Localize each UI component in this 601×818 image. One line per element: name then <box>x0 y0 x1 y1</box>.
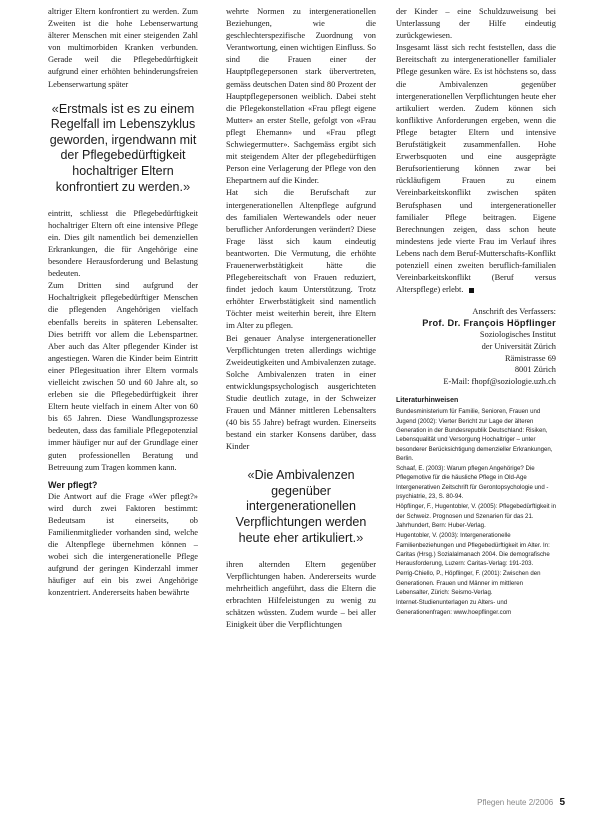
body-paragraph: wehrte Normen zu intergenerationellen Beziehungen, wie die geschlechterspezifische Zuordnung von Verantwortung, einen wichtigen Einfluss. So sind die Frauen einer der Hauptpflegepersonen stark übervertreten, gemäss deutschen Daten sind 80 Prozent der Hauptpflegepersonen weiblich. Dabei steht die Pflegekonstellation «Frau pflegt eigene Mutter» an erster Stelle, gefolgt von «Frau pflegt Ehemann» und «Frau pflegt Schwiegermutter». Sachgemäss ergibt sich mit steigendem Alter der pflegebedürftigen Person eine Verlagerung der Pflege von den Ehepartnern auf die Kinder. <box>226 7 376 186</box>
section-subheading: Wer pflegt? <box>48 479 98 490</box>
page-number: 5 <box>559 797 565 808</box>
column-3 <box>396 6 556 618</box>
address-institute: Soziologisches Institut <box>479 330 556 340</box>
body-paragraph <box>396 42 556 296</box>
body-paragraph-text: Insgesamt lässt sich recht feststellen, dass die Bereitschaft zu intergenerationeller familialer Pflege gesunken wäre. Es ist höchstens so, dass die Ambivalenzen gegenüber intergenerationellen Verpflichtungen heute eher artikuliert werden. Zudem können sich konfliktive Anforderungen ergeben, wenn die Pflege betagter Eltern und intensive Berufstätigkeit zusammenfallen. Hohe Erwerbsquoten und eine ausgeprägte Berufsorientierung können zwar bei rückläufigem Frauen zu einem Vereinbarkeitskonflikt zwischen späten Berufsphasen und intergenerationeller familialer Pflege beitragen. Eigene Berechnungen zeigen, dass schon heute mindestens jede vierte Frau im Verlauf ihres Lebens nach dem Beruf-Mutterschafts-Konflikt potenziell einen zweiten beruflich-familialen Vereinbarkeitskonflikt (Beruf versus Alterspflege) erlebt. <box>396 43 556 295</box>
body-paragraph: Hat sich die Berufschaft zur intergenerationellen Altenpflege aufgrund des familialen Wertewandels oder neuer beruflicher Anforderungen verändert? Diese Frage lässt sich kaum eindeutig beantworten. Die Vermutung, die erhöhte Frauenerwerbstätigkeit hätte die Pflegebereitschaft von Frauen reduziert, findet jedoch kaum Unterstützung. Trotz erhöhter Erwerbstätigkeit sind namentlich Töchter meist weiterhin bereit, ihre Eltern im Alter zu pflegen. <box>226 188 376 331</box>
body-paragraph: der Kinder – eine Schuldzuweisung bei Unterlassung der Hilfe eindeutig zurückgewiesen. <box>396 7 556 41</box>
address-city: 8001 Zürich <box>514 365 556 375</box>
quote-open-icon: « <box>247 467 255 483</box>
literature-item: Bundesministerium für Familie, Senioren, Frauen und Jugend (2002): Vierter Bericht zur Lage der älteren Generation in der Bundesrepublik Deutschland: Risiken, Lebensqualität und Versorgung Hochaltriger – unter besonderer Berücksichtigung demenzieller Erkrankungen, Berlin. <box>396 408 553 462</box>
page-footer <box>477 797 565 808</box>
end-mark-icon <box>469 288 474 293</box>
body-paragraph: Die Antwort auf die Frage «Wer pflegt?» wird durch zwei Faktoren bestimmt: Bedeutsam ist einerseits, ob Familienmitglieder vorhanden sind, welche die Altenpflege übernehmen können – wobei sich die intergenerationelle Pflege aufgrund der geringen Kinderzahl immer häufiger auf ein bis zwei Angehörige konzentriert. Andererseits haben bewährte <box>48 491 198 598</box>
column-1 <box>48 6 198 600</box>
column-2 <box>226 6 376 632</box>
author-name: Prof. Dr. François Höpflinger <box>422 317 556 328</box>
body-paragraph: altriger Eltern konfrontiert zu werden. Zum Zweiten ist die hohe Lebenserwartung älterer Menschen mit einer steigenden Zahl von multimorbiden Kranken verbunden. Gerade weil die Pflegebedürftigkeit aufgrund einer erhöhten behinderungsfreien Lebenserwartung später <box>48 7 198 89</box>
literature-item: Hugentobler, V. (2003): Intergenerationelle Familienbeziehungen und Pflegebedürftigkeit im Alter. In: Caritas (Hrsg.) Sozialalmanach 2004. Die demografische Herausforderung, Luzern: Caritas-Verlag: 191-203. <box>396 532 550 568</box>
address-street: Rämistrasse 69 <box>505 353 556 363</box>
body-paragraph: Bei genauer Analyse intergenerationeller Verpflichtungen treten allerdings wichtige Zweideutigkeiten und Ambivalenzen zutage. Solche Ambivalenzen traten in einer entwicklungspsychologisch ausgerichteten Studie deutlich zutage, in der Schweizer Frauen und Männer mittleren Lebensalters (40 bis 55 Jahre) befragt wurden. Einerseits bestand ein starker Konsens darüber, dass Kinder <box>226 333 376 452</box>
magazine-name: Pflegen heute 2/2006 <box>477 798 554 807</box>
body-paragraph: eintritt, schliesst die Pflegebedürftigkeit hochaltriger Eltern oft eine intensive Pflege ein. Dies gilt namentlich bei demenziellen Erkrankungen, die für Angehörige eine besondere Herausforderung und Belastung bedeuten. <box>48 208 198 279</box>
literature-item: Höpflinger, F., Hugentobler, V. (2005): Pflegebedürftigkeit in der Schweiz. Prognosen und Szenarien für das 21. Jahrhundert, Bern: Huber-Verlag. <box>396 503 557 529</box>
quote-close-icon: » <box>356 530 364 546</box>
quote-open-icon: « <box>51 100 59 116</box>
body-paragraph: ihren alternden Eltern gegenüber Verpflichtungen haben. Andererseits wurde mehrheitlich angeführt, dass die Eltern die erbrachten Hilfeleistungen zu wenig zu schätzen wüssten. Zudem wurde – bei aller Einigkeit über die Verpflichtungen <box>226 559 376 630</box>
pull-quote-text: Die Ambivalenzen gegenüber intergenerationellen Verpflichtungen werden heute eher artikuliert. <box>235 468 367 546</box>
pull-quote <box>48 101 198 196</box>
quote-close-icon: » <box>182 179 191 195</box>
pull-quote <box>226 467 376 547</box>
address-label: Anschrift des Verfassers: <box>472 307 556 317</box>
address-university: der Universität Zürich <box>481 342 556 352</box>
literature-heading: Literaturhinweisen <box>396 397 459 405</box>
author-address <box>396 306 556 387</box>
body-paragraph: Zum Dritten sind aufgrund der Hochaltrigkeit pflegebedürftiger Menschen die pflegenden Angehörigen vielfach ebenfalls bereits in späteren Lebensalter. Dies betrifft vor allem die Lebenspartner. Aber auch das Alter pflegender Kinder ist angestiegen. Waren die Kinder beim Eintritt einer Pflegesituation ihrer Eltern vormals vielleicht zwischen 50 und 60 Jahre alt, so erleben sie die Pflegebedürftigkeit ihrer Eltern heute vielfach in einem Alter von 60 bis 65 Jahren. Diese Wandlungsprozesse bedeuten, dass das familiale Pflegepotenzial immer häufiger nur auf der Grundlage einer guten professionellen Beratung und Betreuung zum Tragen kommen kann. <box>48 281 198 472</box>
pull-quote-text: Erstmals ist es zu einem Regelfall im Lebenszyklus geworden, irgendwann mit der Pflegebedürftigkeit hochaltriger Eltern konfrontiert zu werden. <box>49 101 197 195</box>
literature-item: Perrig-Chiello, P., Höpflinger, F. (2001): Zwischen den Generationen. Frauen und Männer im mittleren Lebensalter, Zürich: Seismo-Verlag. <box>396 570 541 597</box>
literature-list <box>396 397 556 617</box>
literature-item: Internet-Studienunterlagen zu Alters- und Generationenfragen: www.hoepflinger.com <box>396 599 512 616</box>
literature-item: Schaaf, E. (2003): Warum pflegen Angehörige? Die Pflegemotive für die häusliche Pflege in Old-Age Intergenerativen Zeitschrift für Gerontopsychologie und -psychiatrie, 23, S. 80-94. <box>396 465 549 501</box>
author-email: E-Mail: fhopf@soziologie.uzh.ch <box>443 376 556 386</box>
